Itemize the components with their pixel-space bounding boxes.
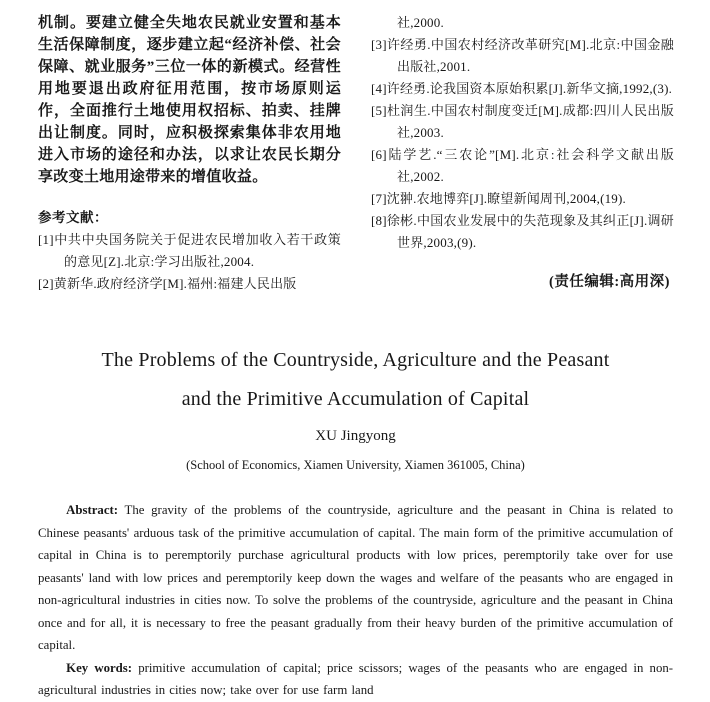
author-name: XU Jingyong <box>315 428 396 444</box>
reference-item-1: [1]中共中央国务院关于促进农民增加收入若干政策的意见[Z].北京:学习出版社,2004. <box>38 232 341 269</box>
reference-item-4: [4]许经勇.论我国资本原始积累[J].新华文摘,1992,(3). <box>371 81 673 96</box>
reference-2-continuation: 社,2000. <box>397 15 444 30</box>
paper-title-line-2: and the Primitive Accumulation of Capital <box>181 388 530 410</box>
reference-item-5: [5]杜润生.中国农村制度变迁[M].成都:四川人民出版社,2003. <box>371 103 674 140</box>
paper-title <box>38 341 673 419</box>
reference-item-2: [2]黄新华.政府经济学[M].福州:福建人民出版 <box>38 276 297 291</box>
keywords-label: Key words: <box>66 660 133 675</box>
abstract-block <box>38 499 673 702</box>
abstract-paragraph <box>38 499 673 657</box>
abstract-text: The gravity of the problems of the countryside, agriculture and the peasant in China is related to Chinese peasants' arduous task of the primitive accumulation of capital. The main form of the primitive accumulation of capital in China is to peremptorily purchase agricultural products with low prices, peremptorily take over for use peasants' land with low prices and peremptorily keep down the wages and welfare of the peasants who are engaged in non-agricultural industries in cities now. To solve the problems of the countryside, agriculture and the peasant in China once and for all, it is necessary to free the peasant gradually from their heavy burden of the primitive accumulation of capital. <box>38 503 674 652</box>
references-heading: 参考文献： <box>38 210 108 225</box>
keywords-paragraph <box>38 657 673 702</box>
keywords-text: primitive accumulation of capital; price scissors; wages of the peasants who are engaged in non-agricultural industries in cities now; take over for use farm land <box>38 660 673 697</box>
responsible-editor-note: (责任编辑:高用深) <box>549 274 670 290</box>
author-affiliation: (School of Economics, Xiamen University, Xiamen 361005, China) <box>186 458 525 472</box>
paper-title-line-1: The Problems of the Countryside, Agriculture and the Peasant <box>101 349 610 371</box>
abstract-label: Abstract: <box>66 503 119 517</box>
reference-item-7: [7]沈翀.农地博弈[J].瞭望新闻周刊,2004,(19). <box>371 191 626 206</box>
right-column <box>371 12 674 295</box>
chinese-two-column-section <box>38 12 673 295</box>
reference-item-6: [6]陆学艺.“三农论”[M].北京:社会科学文献出版社,2002. <box>371 147 674 184</box>
english-abstract-section <box>38 341 673 702</box>
reference-item-8: [8]徐彬.中国农业发展中的失范现象及其纠正[J].调研世界,2003,(9). <box>371 213 674 250</box>
reference-item-3: [3]许经勇.中国农村经济改革研究[M].北京:中国金融出版社,2001. <box>371 37 674 74</box>
article-body-paragraph: 机制。要建立健全失地农民就业安置和基本生活保障制度，逐步建立起“经济补偿、社会保障、就业服务”三位一体的新模式。经营性用地要退出政府征用范围，按市场原则运作，全面推行土地使用权招标、拍卖、挂牌出让制度。同时，应积极探索集体非农用地进入市场的途径和办法，以求让农民长期分享改变土地用途带来的增值收益。 <box>38 15 341 185</box>
left-column <box>38 12 341 295</box>
